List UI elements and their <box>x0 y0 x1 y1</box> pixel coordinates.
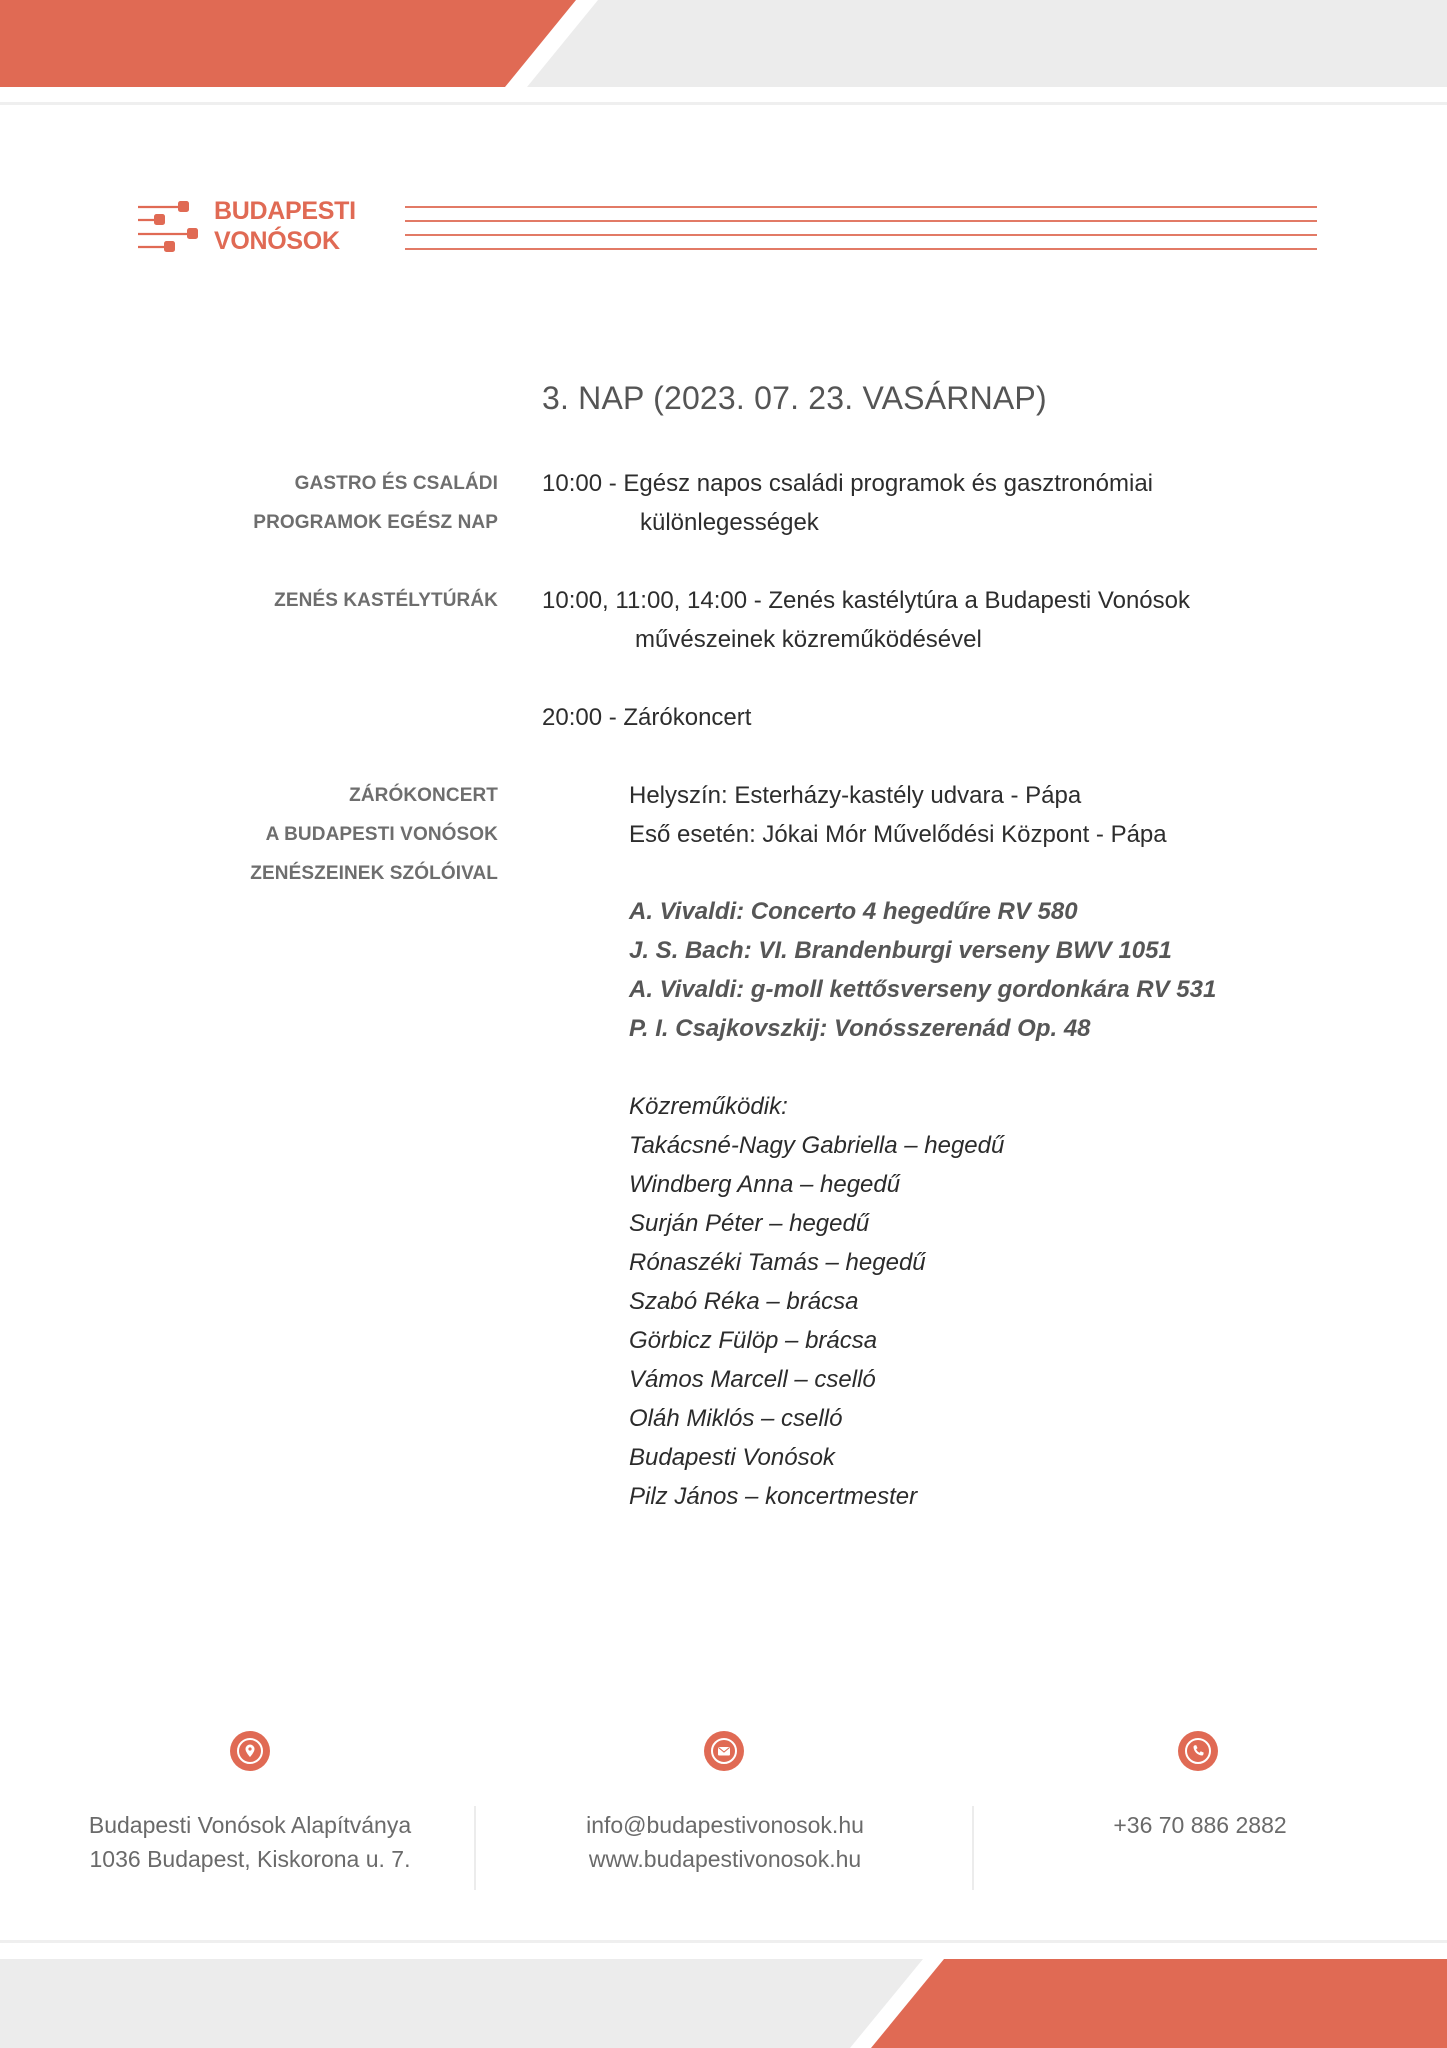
footer-address <box>60 1808 440 1876</box>
venue-line: Helyszín: Esterházy-kastély udvara - Pápa <box>629 782 1082 809</box>
schedule-item-castle-tours: 10:00, 11:00, 14:00 - Zenés kastélytúra a Budapesti Vonósok <box>542 587 1190 614</box>
section-label-gastro <box>253 464 498 542</box>
performer: Takácsné-Nagy Gabriella – hegedű <box>629 1132 1005 1159</box>
logo-wordmark <box>214 196 356 256</box>
program-item: P. I. Csajkovszkij: Vonósszerenád Op. 48 <box>629 1015 1091 1042</box>
staff-lines-decoration <box>405 206 1317 251</box>
logo <box>136 196 376 260</box>
logo-line-1: BUDAPESTI <box>214 197 356 225</box>
top-divider <box>0 102 1447 105</box>
footer-phone <box>1010 1808 1390 1842</box>
schedule-item-closing-concert: 20:00 - Zárókoncert <box>542 704 752 731</box>
program-item: A. Vivaldi: Concerto 4 hegedűre RV 580 <box>629 898 1078 925</box>
performer: Windberg Anna – hegedű <box>629 1171 901 1198</box>
section-label-closing-concert <box>250 776 498 893</box>
program-item: A. Vivaldi: g-moll kettősverseny gordonkára RV 531 <box>629 976 1217 1003</box>
envelope-icon <box>704 1731 744 1771</box>
section-label-castle-tours <box>274 581 498 620</box>
schedule-item-gastro-cont: különlegességek <box>640 509 819 536</box>
bottom-decorative-band <box>0 1959 1447 2048</box>
footer-divider <box>474 1806 476 1890</box>
footer-street-address: 1036 Budapest, Kiskorona u. 7. <box>89 1846 411 1872</box>
label-line: ZENÉSZEINEK SZÓLÓIVAL <box>250 863 498 884</box>
location-pin-icon <box>230 1731 270 1771</box>
schedule-item-castle-tours-cont: művészeinek közreműködésével <box>635 626 982 653</box>
schedule-item-gastro: 10:00 - Egész napos családi programok és gasztronómiai <box>542 470 1153 497</box>
performer: Surján Péter – hegedű <box>629 1210 870 1237</box>
footer-divider <box>972 1806 974 1890</box>
performers-heading: Közreműködik: <box>629 1093 788 1120</box>
footer-org-name: Budapesti Vonósok Alapítványa <box>88 1812 412 1838</box>
footer-web <box>535 1808 915 1876</box>
program-item: J. S. Bach: VI. Brandenburgi verseny BWV 1051 <box>629 937 1172 964</box>
performer: Szabó Réka – brácsa <box>629 1288 859 1315</box>
footer-phone-number[interactable]: +36 70 886 2882 <box>1113 1812 1287 1838</box>
label-line: A BUDAPESTI VONÓSOK <box>265 824 498 845</box>
performer: Budapesti Vonósok <box>629 1444 835 1471</box>
performer: Rónaszéki Tamás – hegedű <box>629 1249 926 1276</box>
top-decorative-band <box>0 0 1447 88</box>
performer: Pilz János – koncertmester <box>629 1483 918 1510</box>
performer: Vámos Marcell – cselló <box>629 1366 876 1393</box>
performer: Görbicz Fülöp – brácsa <box>629 1327 878 1354</box>
rain-venue-line: Eső esetén: Jókai Mór Művelődési Központ - Pápa <box>629 821 1167 848</box>
performer: Oláh Miklós – cselló <box>629 1405 843 1432</box>
logo-sliders-icon <box>136 200 198 252</box>
phone-icon <box>1178 1731 1218 1771</box>
footer-website-link[interactable]: www.budapestivonosok.hu <box>588 1846 862 1872</box>
logo-line-2: VONÓSOK <box>214 227 340 255</box>
bottom-divider <box>0 1940 1447 1943</box>
page-title: 3. NAP (2023. 07. 23. VASÁRNAP) <box>542 380 1047 416</box>
label-line: ZENÉS KASTÉLYTÚRÁK <box>274 590 498 611</box>
label-line: GASTRO ÉS CSALÁDI <box>294 473 498 494</box>
label-line: ZÁRÓKONCERT <box>349 785 498 806</box>
footer-email-link[interactable]: info@budapestivonosok.hu <box>586 1812 864 1838</box>
label-line: PROGRAMOK EGÉSZ NAP <box>253 512 498 533</box>
